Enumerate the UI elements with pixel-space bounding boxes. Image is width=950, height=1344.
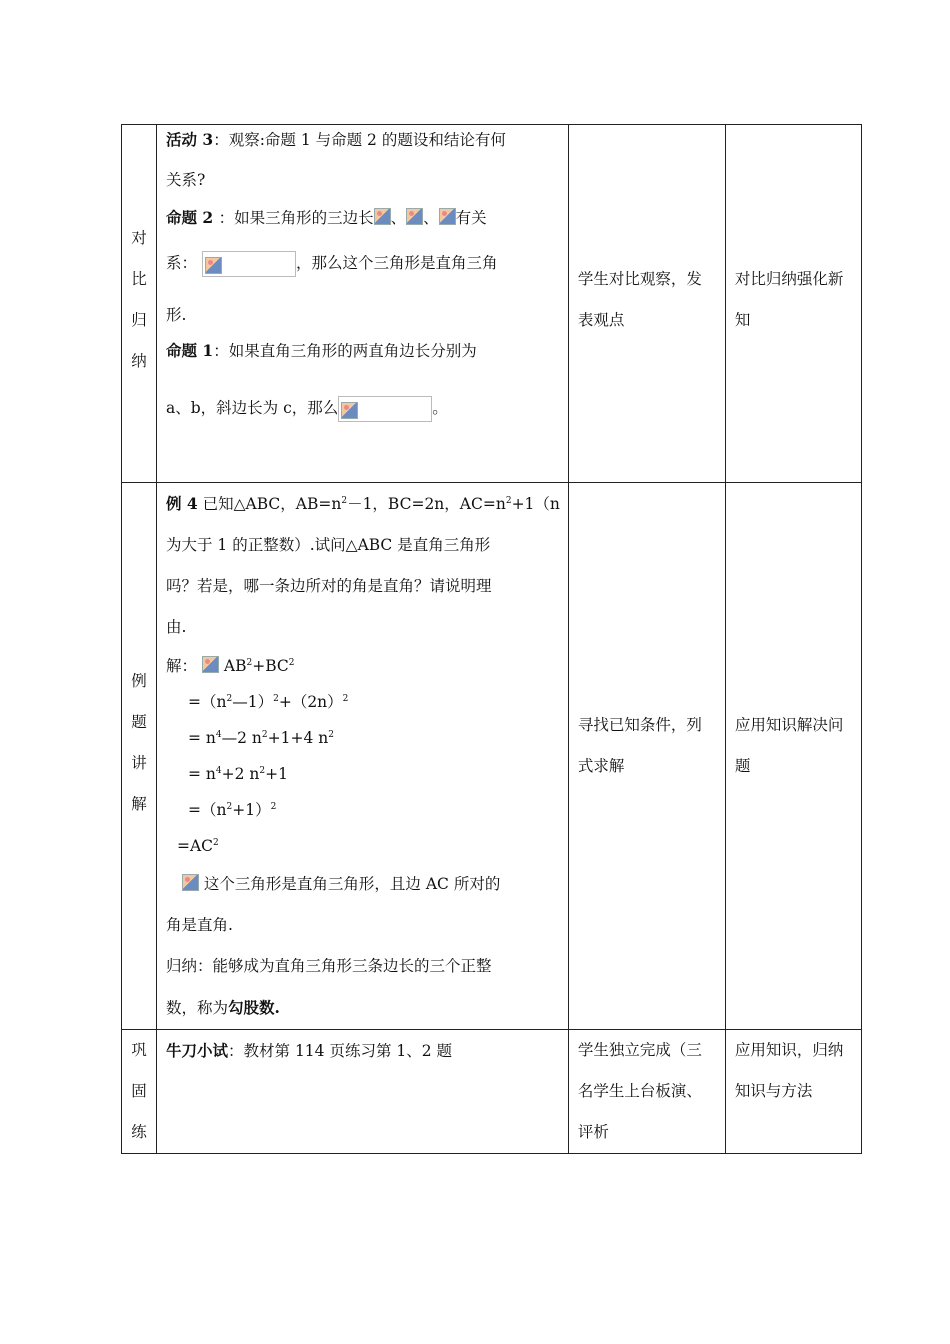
solution-step: =（n: [188, 801, 227, 819]
row-label-char: 练: [131, 1123, 147, 1141]
row-label-char: 解: [131, 795, 147, 813]
superscript: 2: [259, 766, 266, 776]
superscript: 2: [226, 802, 233, 812]
superscript: 4: [215, 730, 222, 740]
design-intent-text: 应用知识，归纳: [734, 1041, 844, 1059]
design-intent-text: 知: [734, 311, 751, 329]
solution-step: =AC: [177, 837, 214, 855]
separator: 、: [423, 209, 439, 227]
design-intent-cell: [725, 125, 861, 483]
prop1-text: a、b，斜边长为 c，那么: [166, 399, 339, 417]
example-text: +1（n: [511, 495, 560, 513]
design-intent-cell: [725, 1030, 861, 1154]
superscript: 2: [261, 730, 268, 740]
superscript: 2: [341, 496, 348, 506]
student-activity-text: 名学生上台板演、: [577, 1082, 702, 1100]
image-placeholder-icon: [205, 257, 222, 274]
example-text: 吗？若是，哪一条边所对的角是直角？请说明理: [166, 577, 492, 595]
image-placeholder-icon: [374, 208, 391, 225]
conclusion-text: 这个三角形是直角三角形，且边 AC 所对的: [199, 875, 501, 893]
prop2-text: 形.: [166, 306, 187, 324]
content-cell: [157, 1030, 569, 1154]
table-row: [122, 125, 862, 483]
student-activity-text: 表观点: [577, 311, 625, 329]
prop2-text: ，那么这个三角形是直角三角: [295, 254, 498, 272]
lesson-table: [121, 124, 862, 1154]
student-activity-text: 寻找已知条件，列: [577, 716, 702, 734]
superscript: 2: [342, 694, 349, 704]
image-placeholder-icon: [341, 402, 358, 419]
design-intent-cell: [725, 483, 861, 1030]
student-activity-cell: [568, 483, 725, 1030]
because-symbol-icon: [202, 656, 219, 673]
solution-step: +2 n: [221, 765, 260, 783]
therefore-symbol-icon: [182, 874, 199, 891]
formula-image-box: [202, 251, 296, 277]
student-activity-cell: [568, 1030, 725, 1154]
design-intent-text: 应用知识解决问: [734, 716, 844, 734]
example-text: 为大于 1 的正整数）.试问△ABC 是直角三角形: [166, 536, 491, 554]
student-activity-cell: [568, 125, 725, 483]
superscript: 2: [226, 694, 233, 704]
row-label-char: 例: [131, 672, 147, 690]
design-intent-text: 知识与方法: [734, 1082, 813, 1100]
row-label-char: 纳: [131, 352, 147, 370]
row-label-char: 归: [131, 311, 147, 329]
separator: 、: [390, 209, 407, 227]
row-label-char: 题: [131, 713, 147, 731]
solution-step: =（n: [188, 693, 227, 711]
student-activity-text: 式求解: [577, 757, 625, 775]
practice-text: ：教材第 114 页练习第 1、2 题: [228, 1042, 453, 1060]
superscript: 2: [288, 658, 295, 668]
table-row: [122, 1030, 862, 1154]
image-placeholder-icon: [406, 208, 423, 225]
superscript: 2: [246, 658, 253, 668]
image-placeholder-icon: [439, 208, 456, 225]
prop1-title: 命题 1: [166, 341, 214, 360]
prop1-text: 。: [432, 399, 448, 417]
row-label-char: 比: [131, 270, 147, 288]
solution-step: +1+4 n: [267, 729, 329, 747]
example-text: 已知△ABC，AB=n: [197, 495, 342, 513]
solution-step: —2 n: [221, 729, 262, 747]
summary-keyword: 勾股数.: [228, 998, 280, 1017]
example-text: －1，BC=2n，AC=n: [347, 495, 506, 513]
solution-step: +（2n）: [278, 693, 343, 711]
table-row: [122, 483, 862, 1030]
prop2-text: 有关: [455, 209, 487, 227]
example-text: 由.: [166, 618, 187, 636]
superscript: 2: [328, 730, 334, 740]
superscript: 4: [215, 766, 222, 776]
student-activity-text: 学生对比观察，发: [577, 270, 702, 288]
student-activity-text: 评析: [577, 1123, 609, 1141]
row-label-cell: [122, 483, 157, 1030]
prop1-text: ：如果直角三角形的两直角边长分别为: [213, 342, 477, 360]
solution-step: +BC: [252, 657, 289, 675]
solution-label: 解：: [166, 657, 198, 675]
row-label-cell: [122, 125, 157, 483]
superscript: 2: [213, 838, 219, 848]
superscript: 2: [270, 802, 277, 812]
solution-step: +1）: [232, 801, 271, 819]
summary-text: 数，称为: [166, 999, 229, 1017]
row-label-char: 固: [131, 1082, 147, 1100]
row-label-char: 对: [131, 229, 147, 247]
activity-text: 关系?: [166, 171, 206, 189]
solution-step: = n: [188, 765, 216, 783]
solution-step: = n: [188, 729, 216, 747]
solution-step: —1）: [232, 693, 274, 711]
conclusion-text: 角是直角.: [166, 916, 233, 934]
prop2-title: 命题 2: [166, 208, 219, 227]
superscript: 2: [273, 694, 279, 704]
summary-text: 归纳：能够成为直角三角形三条边长的三个正整: [166, 957, 492, 975]
activity-text: ：观察:命题 1 与命题 2 的题设和结论有何: [213, 131, 506, 149]
prop2-text: ：如果三角形的三边长: [218, 209, 374, 227]
superscript: 2: [505, 496, 512, 506]
row-label-char: 巩: [131, 1041, 147, 1059]
solution-step: +1: [265, 765, 288, 783]
activity-title: 活动 3: [166, 130, 214, 149]
solution-step: AB: [218, 657, 247, 675]
row-label-cell: [122, 1030, 157, 1154]
content-cell: [157, 125, 569, 483]
content-cell: [157, 483, 569, 1030]
row-label-char: 讲: [131, 754, 147, 772]
prop2-text: 系：: [166, 254, 198, 272]
formula-image-box: [338, 396, 432, 422]
design-intent-text: 对比归纳强化新: [734, 270, 844, 288]
example-title: 例 4: [166, 494, 198, 513]
design-intent-text: 题: [734, 757, 751, 775]
student-activity-text: 学生独立完成（三: [577, 1041, 702, 1059]
practice-title: 牛刀小试: [166, 1041, 229, 1060]
